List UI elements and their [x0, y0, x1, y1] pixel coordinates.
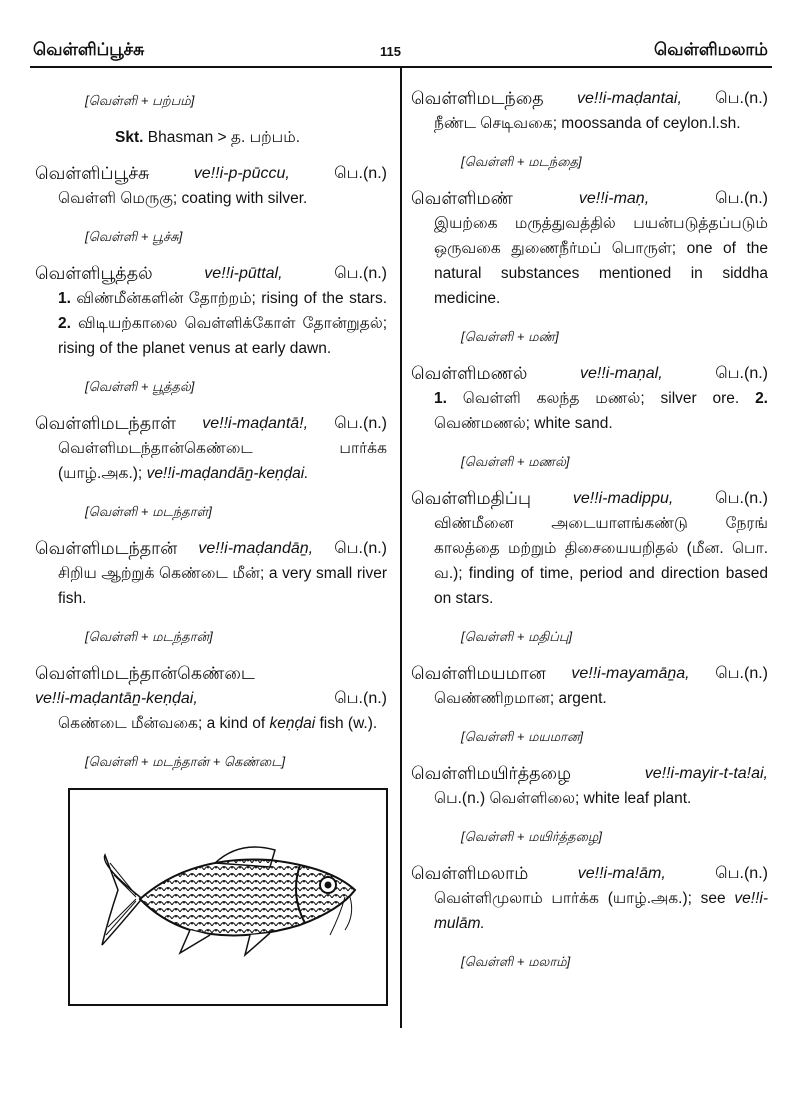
- dictionary-entry: [35, 536, 387, 611]
- definition: [35, 561, 387, 611]
- headword: வெள்ளிபூத்தல்: [35, 263, 153, 283]
- entry-headline: [35, 161, 387, 186]
- note-segment: Bhasman > த. பற்பம்.: [143, 129, 300, 146]
- part-of-speech: பெ.(n.): [715, 490, 768, 507]
- transliteration: ve!!i-mayir-t-ta!ai,: [644, 765, 768, 782]
- entry-headline: [411, 361, 768, 386]
- definition: [35, 436, 387, 486]
- definition-segment: ve!!i-maḍandāṉ-keṇḍai.: [146, 465, 309, 482]
- definition: [35, 286, 387, 361]
- dictionary-entry: [35, 661, 387, 736]
- transliteration: ve!!i-mayamāṉa,: [571, 665, 690, 682]
- dictionary-entry: [35, 161, 387, 211]
- part-of-speech: பெ.(n.): [334, 540, 387, 557]
- entry-headline: [411, 86, 768, 111]
- etymology: [வெள்ளி + பற்பம்]: [85, 93, 195, 108]
- headword: வெள்ளிமடந்தை: [411, 88, 544, 108]
- definition-segment: வெண்ணிறமான; argent.: [434, 690, 607, 707]
- dictionary-entry: [411, 861, 768, 936]
- transliteration: ve!!i-maḍantāṉ-keṇḍai,: [35, 690, 198, 707]
- entry-headline: [35, 261, 387, 286]
- dictionary-entry: [411, 486, 768, 611]
- definition-segment: வெள்ளி மெருகு; coating with silver.: [58, 190, 308, 207]
- definition-segment: சிறிய ஆற்றுக் கெண்டை மீன்; a very small river fish.: [58, 565, 387, 607]
- entry-headline: [411, 761, 768, 786]
- transliteration: ve!!i-maḍantai,: [576, 90, 682, 107]
- definition-segment: வெள்ளிமடந்தான்கெண்டை பார்க்க (யாழ்.அக.);: [58, 440, 387, 482]
- headword: வெள்ளிமடந்தான்: [35, 538, 178, 558]
- definition: [411, 211, 768, 311]
- dictionary-entry: [35, 261, 387, 361]
- dictionary-entry: [411, 86, 768, 136]
- definition-segment: நீண்ட செடிவகை; moossanda of ceylon.l.sh.: [434, 115, 741, 132]
- running-head-first-word: வெள்ளிப்பூச்சு: [33, 40, 145, 59]
- etymology-note: [35, 125, 387, 150]
- transliteration: ve!!i-madippu,: [572, 490, 674, 507]
- right-column: [411, 86, 768, 986]
- fish-icon: [100, 835, 360, 960]
- headword: வெள்ளிமலாம்: [411, 863, 529, 883]
- part-of-speech: பெ.(n.): [715, 365, 768, 382]
- definition-segment: வெண்மணல்; white sand.: [434, 415, 613, 432]
- part-of-speech: பெ.(n.): [715, 90, 768, 107]
- transliteration: ve!!i-p-pūccu,: [193, 165, 290, 182]
- dictionary-entry: [35, 411, 387, 486]
- column-divider: [400, 68, 402, 1028]
- etymology: [வெள்ளி + மதிப்பு]: [461, 629, 573, 644]
- headword: வெள்ளிமண்: [411, 188, 513, 208]
- entry-headline: [411, 861, 768, 886]
- etymology: [வெள்ளி + பூத்தல்]: [85, 379, 195, 394]
- running-head-last-word: வெள்ளிமலாம்: [654, 40, 768, 59]
- etymology: [வெள்ளி + மலாம்]: [461, 954, 571, 969]
- part-of-speech: பெ.(n.): [334, 265, 387, 282]
- definition: [411, 686, 768, 711]
- definition: [411, 386, 768, 436]
- etymology: [வெள்ளி + மடந்தை]: [461, 154, 582, 169]
- definition-segment: 1.: [434, 390, 447, 407]
- entry-headline: [411, 486, 768, 511]
- transliteration: ve!!i-pūttal,: [204, 265, 283, 282]
- page-number: 115: [380, 44, 401, 59]
- headword: வெள்ளிமடந்தாள்: [35, 413, 177, 433]
- definition-segment: விண்மீன்களின் தோற்றம்; rising of the stars.: [70, 290, 387, 307]
- definition-segment: keṇḍai: [269, 715, 316, 732]
- left-column: [35, 86, 387, 1006]
- definition-segment: வெள்ளிமுலாம் பார்க்க (யாழ்.அக.); see: [434, 890, 735, 907]
- transliteration: ve!!i-ma!ām,: [577, 865, 666, 882]
- entry-headline: [35, 411, 387, 436]
- entry-headline: [411, 186, 768, 211]
- definition: [411, 786, 768, 811]
- definition-segment: 2.: [755, 390, 768, 407]
- definition-segment: விண்மீனை அடையாளங்கண்டு நேரங் காலத்தை மற்றும் திசையையறிதல் (மீன. பொ. வ.); finding of time, period and direction based on stars.: [434, 515, 768, 607]
- transliteration: ve!!i-maṇ,: [578, 190, 650, 207]
- definition-segment: பெ.(n.) வெள்ளிலை; white leaf plant.: [434, 790, 692, 807]
- transliteration: ve!!i-maṇal,: [579, 365, 663, 382]
- etymology: [வெள்ளி + மடந்தாள்]: [85, 504, 212, 519]
- etymology: [வெள்ளி + மணல்]: [461, 454, 570, 469]
- definition: [35, 711, 387, 736]
- definition-segment: கெண்டை மீன்வகை; a kind of: [58, 715, 270, 732]
- etymology: [வெள்ளி + மடந்தான்]: [85, 629, 213, 644]
- etymology: [வெள்ளி + மண்]: [461, 329, 559, 344]
- definition-segment: விடியற்காலை வெள்ளிக்கோள் தோன்றுதல்; rising of the planet venus at early dawn.: [58, 315, 387, 357]
- definition: [411, 511, 768, 611]
- part-of-speech: பெ.(n.): [334, 690, 387, 707]
- part-of-speech: பெ.(n.): [334, 415, 387, 432]
- dictionary-entry: [411, 361, 768, 436]
- dictionary-entry: [411, 661, 768, 711]
- dictionary-entry: [411, 761, 768, 811]
- part-of-speech: பெ.(n.): [715, 190, 768, 207]
- transliteration: ve!!i-maḍantā!,: [202, 415, 309, 432]
- definition-segment: 2.: [58, 315, 71, 332]
- definition: [35, 186, 387, 211]
- headword: வெள்ளிப்பூச்சு: [35, 163, 150, 183]
- definition: [411, 111, 768, 136]
- etymology: [வெள்ளி + பூச்சு]: [85, 229, 183, 244]
- definition: [411, 886, 768, 936]
- entry-headline: [35, 661, 387, 711]
- part-of-speech: பெ.(n.): [715, 865, 768, 882]
- entry-headline: [35, 536, 387, 561]
- etymology: [வெள்ளி + மயமான]: [461, 729, 584, 744]
- headword: வெள்ளிமயமான: [411, 663, 546, 683]
- transliteration: ve!!i-maḍandāṉ,: [198, 540, 314, 557]
- part-of-speech: பெ.(n.): [715, 665, 768, 682]
- headword: வெள்ளிமயிர்த்தழை: [411, 763, 572, 783]
- headword: வெள்ளிமதிப்பு: [411, 488, 531, 508]
- etymology: [வெள்ளி + மடந்தான் + கெண்டை]: [85, 754, 286, 769]
- headword: வெள்ளிமடந்தான்கெண்டை: [35, 663, 255, 683]
- fish-illustration: [68, 788, 388, 1006]
- definition-segment: ve!!i-mulām.: [434, 890, 768, 932]
- definition-segment: வெள்ளி கலந்த மணல்; silver ore.: [446, 390, 756, 407]
- etymology: [வெள்ளி + மயிர்த்தழை]: [461, 829, 602, 844]
- definition-segment: fish (w.).: [315, 715, 378, 732]
- headword: வெள்ளிமணல்: [411, 363, 528, 383]
- dictionary-entry: [411, 186, 768, 311]
- entry-headline: [411, 661, 768, 686]
- part-of-speech: பெ.(n.): [334, 165, 387, 182]
- note-segment: Skt.: [115, 129, 144, 146]
- definition-segment: 1.: [58, 290, 71, 307]
- definition-segment: இயற்கை மருத்துவத்தில் பயன்படுத்தப்படும் ஒருவகை துணைநீர்மப் பொருள்; one of the natural substances mentioned in siddha medicine.: [434, 215, 768, 307]
